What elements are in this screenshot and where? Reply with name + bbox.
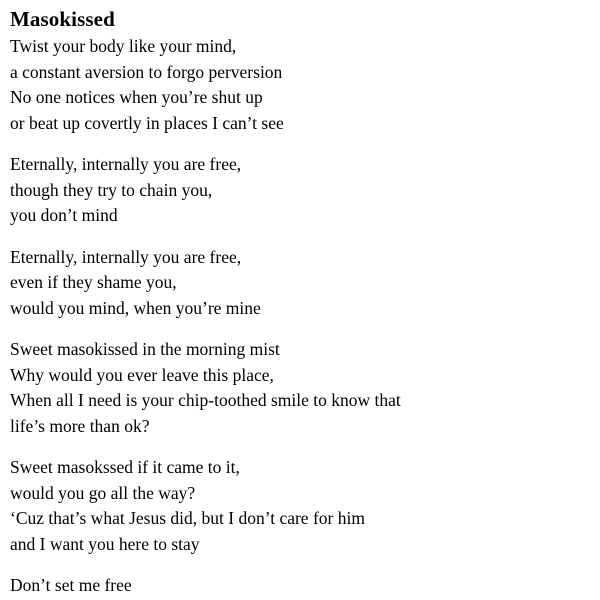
poem-line: Eternally, internally you are free, xyxy=(10,154,242,174)
poem-body xyxy=(10,34,590,599)
poem-line: would you mind, when you’re mine xyxy=(10,297,261,318)
stanza xyxy=(10,152,590,229)
poem-line: Sweet masokssed if it came to it, xyxy=(10,457,240,477)
page-title: Masokissed xyxy=(10,7,115,31)
stanza xyxy=(10,455,590,557)
poem-line: would you go all the way? xyxy=(10,482,196,503)
poem-line: Twist your body like your mind, xyxy=(10,36,237,56)
poem-line: a constant aversion to forgo perversion xyxy=(10,61,283,82)
poem-line: When all I need is your chip-toothed smile to know that xyxy=(10,390,401,410)
stanza xyxy=(10,34,590,136)
poem-line: Don’t set me free xyxy=(10,575,132,595)
poem-line: ‘Cuz that’s what Jesus did, but I don’t care for him xyxy=(10,508,365,528)
poem-line: life’s more than ok? xyxy=(10,415,150,436)
poem-line: though they try to chain you, xyxy=(10,179,213,200)
stanza xyxy=(10,337,590,439)
stanza xyxy=(10,573,590,599)
poem-line: you don’t mind xyxy=(10,205,118,225)
poem-line: and I want you here to stay xyxy=(10,533,200,554)
poem-line: Eternally, internally you are free, xyxy=(10,246,242,267)
poem-line: even if they shame you, xyxy=(10,272,177,292)
poem-line: or beat up covertly in places I can’t see xyxy=(10,112,284,133)
poem-line: Why would you ever leave this place, xyxy=(10,364,274,385)
stanza xyxy=(10,245,590,322)
poem-line: No one notices when you’re shut up xyxy=(10,87,263,107)
poem-line: Sweet masokissed in the morning mist xyxy=(10,339,280,359)
